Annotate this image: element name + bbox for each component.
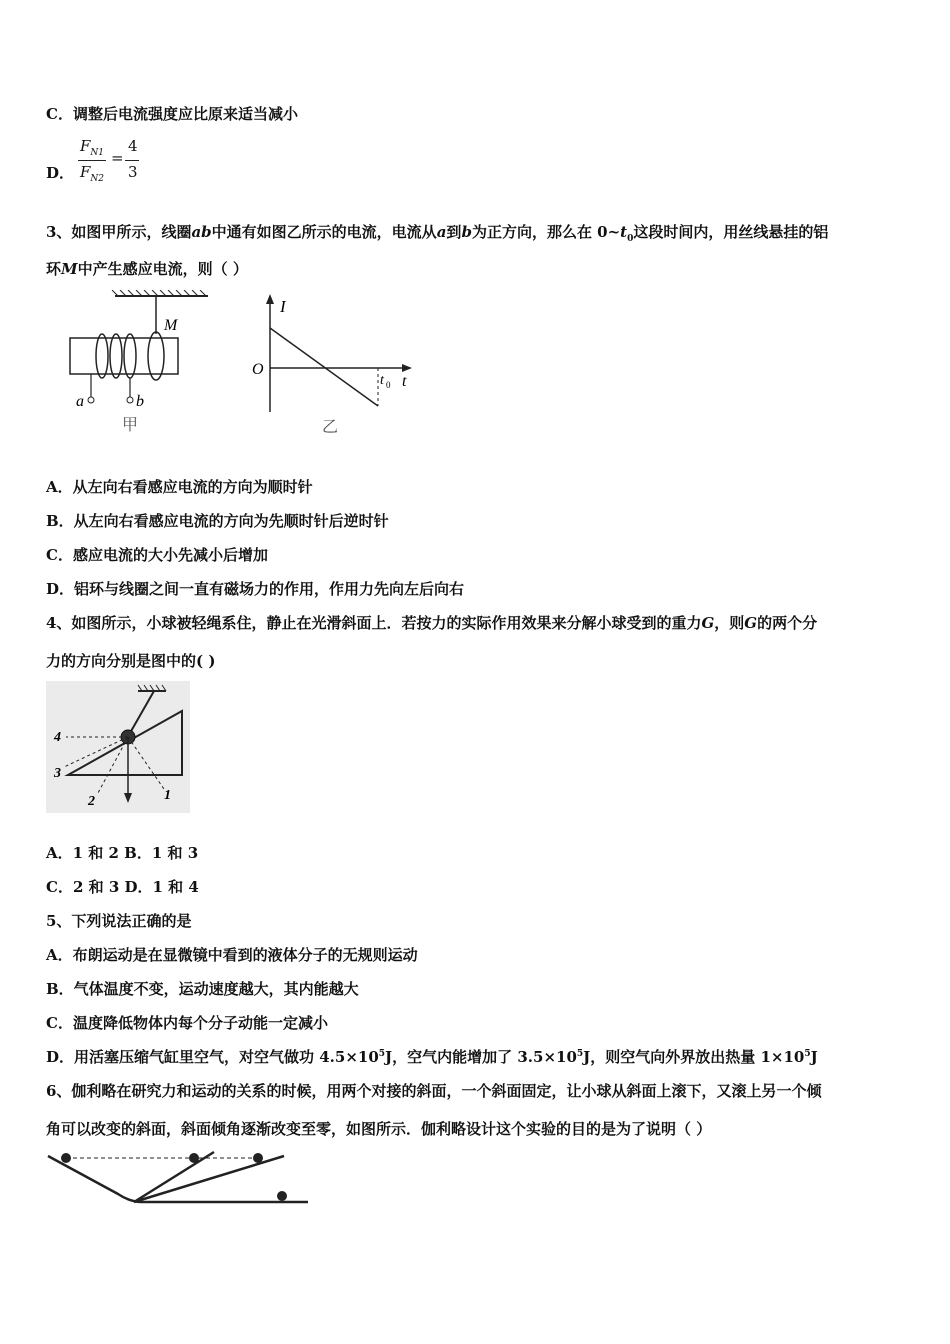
label-1: 1: [164, 788, 171, 803]
label-b: b: [136, 393, 144, 410]
figure-yi-graph: [250, 292, 430, 440]
option-d-q3: D．铝环与线圈之间一直有磁场力的作用，作用力先向左后向右: [46, 580, 465, 598]
option-b-q3: B．从左向右看感应电流的方向为先顺时针后逆时针: [46, 512, 389, 530]
option-a-q3: A．从左向右看感应电流的方向为顺时针: [46, 478, 313, 496]
figure-incline-ball: [46, 681, 190, 813]
question-3-stem-line1: 3、如图甲所示，线圈ab中通有如图乙所示的电流，电流从a到b为正方向，那么在 $0\sim t_0$这段时间内，用丝线悬挂的铝: [46, 223, 829, 244]
figure-galileo-inclines: [46, 1148, 316, 1210]
fraction-bar: [78, 160, 106, 161]
options-cd-q4: C．2 和 3 D．1 和 4: [46, 878, 199, 896]
ratio-denominator: 3: [128, 163, 138, 181]
option-c-q2: C．调整后电流强度应比原来适当减小: [46, 105, 298, 123]
label-3: 3: [54, 766, 61, 781]
option-b-q5: B．气体温度不变，运动速度越大，其内能越大: [46, 980, 359, 998]
label-o: O: [252, 361, 264, 378]
question-6-stem-line2: 角可以改变的斜面，斜面倾角逐渐改变至零，如图所示．伽利略设计这个实验的目的是为了说明（ ）: [46, 1120, 712, 1138]
label-t0-sub: 0: [386, 380, 391, 390]
option-d-q5: D．用活塞压缩气缸里空气，对空气做功 $4.5\times 10^5J$，空气内能增加了 $3.5\times 10^5J$，则空气向外界放出热量 $1\times 10^5J$: [46, 1048, 818, 1066]
caption-jia: 甲: [122, 415, 139, 434]
label-t0: t: [380, 373, 384, 388]
question-4-stem-line1: 4、如图所示，小球被轻绳系住，静止在光滑斜面上．若按力的实际作用效果来分解小球受到的重力G，则G的两个分: [46, 614, 818, 632]
option-c-q5: C．温度降低物体内每个分子动能一定减小: [46, 1014, 328, 1032]
caption-yi: 乙: [322, 417, 339, 436]
label-2: 2: [88, 794, 95, 809]
label-i: I: [280, 297, 286, 316]
fraction-fn1: $F_{N1}$: [80, 137, 105, 158]
label-4: 4: [54, 730, 61, 745]
equals-sign: =: [111, 149, 124, 167]
option-c-q3: C．感应电流的大小先减小后增加: [46, 546, 268, 564]
question-5-stem: 5、下列说法正确的是: [46, 912, 192, 930]
question-6-stem-line1: 6、伽利略在研究力和运动的关系的时候，用两个对接的斜面，一个斜面固定，让小球从斜面上滚下，又滚上另一个倾: [46, 1082, 822, 1100]
options-ab-q4: A．1 和 2 B．1 和 3: [46, 844, 199, 862]
label-t: t: [402, 373, 407, 390]
figure-jia-coil: [60, 290, 220, 440]
ratio-numerator: 4: [128, 137, 138, 155]
option-d-label-q2: D．: [46, 164, 75, 182]
question-4-stem-line2: 力的方向分别是图中的( ): [46, 652, 216, 670]
ratio-bar: [125, 160, 139, 161]
option-a-q5: A．布朗运动是在显微镜中看到的液体分子的无规则运动: [46, 946, 418, 964]
fraction-fn2: $F_{N2}$: [80, 163, 105, 184]
label-m: M: [164, 317, 178, 334]
question-3-stem-line2: 环M中产生感应电流，则（ ）: [46, 260, 248, 278]
label-a: a: [76, 393, 84, 410]
